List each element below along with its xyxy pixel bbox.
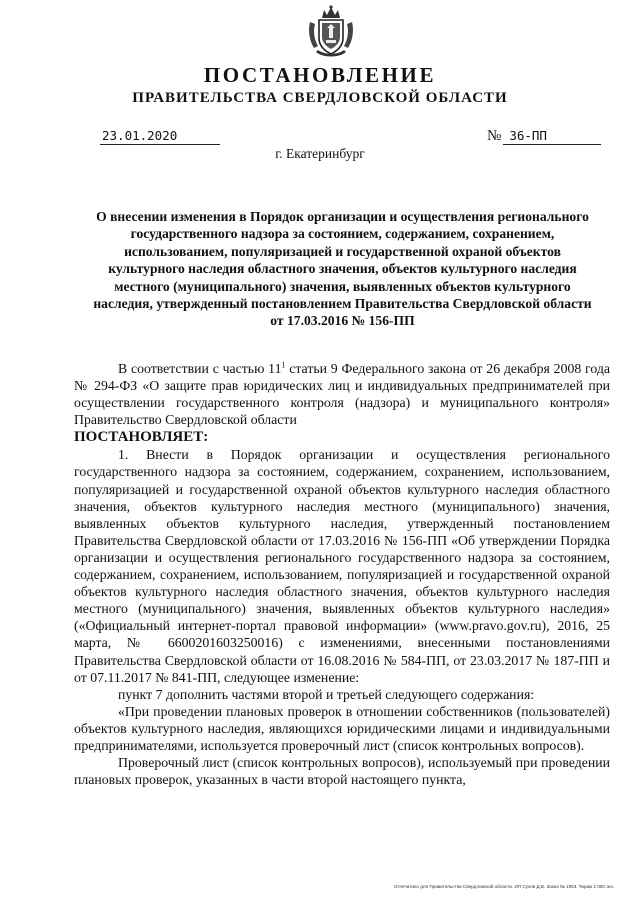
document-type-title: ПОСТАНОВЛЕНИЕ — [203, 63, 437, 87]
coat-of-arms-emblem — [306, 4, 356, 60]
intro-superscript: 1 — [281, 360, 286, 370]
document-number: 36-ПП — [503, 128, 601, 145]
intro-text-b: статьи 9 Федерального закона от 26 декабря 2008 года № 294-ФЗ «О защите прав юридических лиц и индивидуальных предпринимателей при осуществлении государственного контроля (надзора) и муниципального контроля» Правительство Свердловской области — [74, 361, 610, 428]
issuer-subtitle: ПРАВИТЕЛЬСТВА СВЕРДЛОВСКОЙ ОБЛАСТИ — [132, 90, 508, 106]
document-body — [74, 360, 610, 788]
intro-paragraph — [74, 360, 610, 428]
document-number-block — [487, 128, 607, 145]
paragraph-2: пункт 7 дополнить частями второй и третьей следующего содержания: — [118, 686, 535, 702]
intro-text-a: В соответствии с частью 11 — [118, 361, 282, 376]
decree-word: ПОСТАНОВЛЯЕТ: — [74, 429, 209, 446]
document-date: 23.01.2020 — [100, 128, 220, 145]
paragraph-3: «При проведении плановых проверок в отношении собственников (пользователей) объектов культурного наследия, являющихся юридическими лицами и индивидуальными предпринимателями, используется проверочный лист (список контрольных вопросов). — [74, 703, 610, 753]
city-name: г. Екатеринбург — [275, 146, 365, 161]
paragraph-1: 1. Внести в Порядок организации и осуществления регионального государственного надзора за состоянием, содержанием, сохранением, использованием, популяризацией и государственной охраной объектов культурного наследия областного значения, объектов культурного наследия местного (муниципального) значения, выявленных объектов культурного наследия, утвержденный постановлением Правительства Свердловской области от 17.03.2016 № 156-ПП «Об утверждении Порядка организации и осуществления регионального государственного надзора за состоянием, содержанием, сохранением, использованием, популяризацией и государственной охраной объектов культурного наследия областного значения, объектов культурного наследия местного (муниципального) значения, выявленных объектов культурного наследия» («Официальный интернет-портал правовой информации» (www.pravo.gov.ru), 2016, 25 марта, № 6600201603250016) с изменениями, внесенными постановлениями Правительства Свердловской области от 16.08.2016 № 584-ПП, от 23.03.2017 № 187-ПП и от 07.11.2017 № 841-ПП, следующее изменение: — [74, 447, 610, 685]
number-sign: № — [487, 128, 502, 144]
document-heading: О внесении изменения в Порядок организации и осуществления регионального государственного надзора за состоянием, содержанием, сохранением, использованием, популяризацией и государственной охраной объектов культурного наследия областного значения, объектов культурного наследия местного (муниципального) значения, выявленных объектов культурного наследия, утвержденный постановлением Правительства Свердловской области от 17.03.2016 № 156-ПП — [93, 209, 592, 329]
print-footer: Отпечатано для Правительства Свердловской области. ИП Сухов Д.В. Заказ № 1963. Тираж 2 000 экз. — [393, 884, 614, 889]
paragraph-4: Проверочный лист (список контрольных вопросов), используемый при проведении плановых проверок, указанных в части второй настоящего пункта, — [74, 755, 610, 788]
